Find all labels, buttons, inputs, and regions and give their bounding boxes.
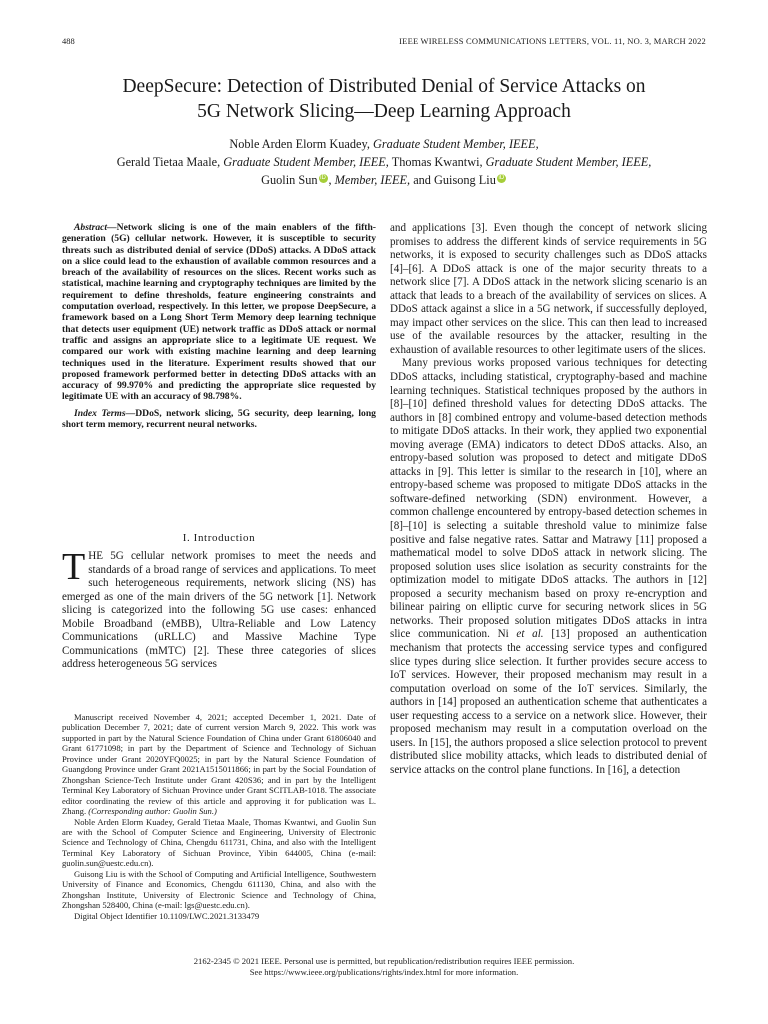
orcid-icon[interactable]: iD [320, 174, 326, 181]
author-role: Graduate Student Member, IEEE, [223, 155, 389, 169]
title-line-1: DeepSecure: Detection of Distributed Denial of Service Attacks on [122, 76, 646, 97]
index-terms-label: Index Terms— [74, 407, 136, 419]
author-name: Guolin Sun [261, 173, 318, 187]
rights-link-line[interactable]: See https://www.ieee.org/publications/rights/index.html for more information. [249, 967, 519, 977]
right-column [390, 222, 707, 777]
title-line-2: 5G Network Slicing—Deep Learning Approach [197, 101, 571, 122]
doi: Digital Object Identifier 10.1109/LWC.2021.3133479 [74, 910, 260, 921]
author-line-2 [40, 153, 728, 171]
abstract-text: Network slicing is one of the main enablers of the fifth-generation (5G) cellular network. However, it is susceptible to security threats such as distributed denial of service (DDoS) attacks. A DDoS attack on a slice could lead to the exhaustion of available common resources and a breach of the availability of resources on the slices. Recent works such as statistical, machine learning and cryptography techniques are limited by the requirement to define thresholds, feature engineering constraints and computation overload, respectively. In this letter, we propose DeepSecure, a framework based on a Long Short Term Memory deep learning technique that detects user equipment (UE) network traffic as DDoS attack or normal traffic and assigns an appropriate slice to a legitimate UE request. We compared our work with existing machine learning and deep learning techniques used in the literature. Experiment results showed that our proposed framework performed better in detecting DDoS attacks with an accuracy of 99.970% and predicting the appropriate slice requested by legitimate UE with an accuracy of 98.798%. [62, 222, 376, 403]
abstract [62, 222, 376, 403]
right-paragraph-1: and applications [3]. Even though the concept of network slicing promises to address the different kinds of service requirements in 5G networks, it is exposed to security challenges such as DDoS attacks [4]–[6]. A DDoS attack is one of the major security threats to a network slice [7]. A DDoS attack in the network slicing scenario is an attack that leads to a breach of the availability of services on slices. A DDoS attack against a slice in a 5G network, if successfully deployed, may impact other services on the slice. This can then lead to increased use of the available resources by the attacker, resulting in the exhaustion of available resources to other legitimate users of the slices. [390, 222, 707, 356]
footnote-affiliation-1: Noble Arden Elorm Kuadey, Gerald Tietaa Maale, Thomas Kwantwi, and Guolin Sun are with the School of Computer Science and Engineering, University of Electronic Science and Technology of China, Chengdu 611731, China, and also with the Intelligent Terminal Key Laboratory of Sichuan Province, Yibin 644005, China (e-mail: guolin.sun@uestc.edu.cn). [62, 816, 376, 869]
page-number: 488 [62, 36, 75, 46]
author-role: Member, IEEE, [334, 173, 411, 187]
author-name: Gerald Tietaa Maale, [116, 155, 221, 169]
right-paragraph-2: Many previous works proposed various techniques for detecting DDoS attacks, including statistical, cryptography-based and machine learning techniques. Statistical techniques proposed by the authors in [8]–[10] defined threshold values for detecting DDoS attacks. The authors in [8] combined entropy and volume-based detection methods to mitigate DDoS attacks. In their work, they applied two exponential moving average (EMA) indicators to detect DDoS attacks. Also, an entropy-based solution was proposed to detect and mitigate DDoS attacks in [9]. This letter is similar to the research in [10], where an entropy-based scheme was proposed to mitigate DDoS attacks in the software-defined networking (SDN) environment. However, a common challenge encountered by entropy-based detection schemes in [8]–[10] is selecting a suitable threshold value to minimize false positive and false negative rates. Sattar and Matrawy [11] proposed a mathematical model to solve DDoS attack in network slicing. The proposed solution uses slice isolation as security constraints for the optimization model to mitigate DDoS attacks. The authors in [12] proposed a security mechanism based on proxy re-encryption and bilinear pairing on elliptic curve for securing network slices in 5G networks. Their proposed solution mitigates DDoS attacks in intra slice communication. Ni et al. [13] proposed an authentication mechanism that protects the accessing service types and configured slice types during slice selection. It further provides secure access to IoT services. However, their proposed mechanism may result in a computation overload on some of the IoT services. Similarly, the authors in [14] proposed an authentication scheme that authenticates a user requesting access to a service on a network slice. However, their proposed mechanism may result in a computation overload on the users. In [15], the authors proposed a slice selection protocol to prevent distributed slice mobility attacks, which leads to distributed denial of service attacks on the control plane functions. In [16], a detection [390, 357, 708, 776]
corresponding-author: (Corresponding author: Guolin Sun.) [88, 806, 217, 817]
intro-paragraph [62, 546, 376, 672]
abstract-block [62, 222, 376, 430]
author-name: Thomas Kwantwi, [391, 155, 483, 169]
intro-text: HE 5G cellular network promises to meet the needs and standards of a broad range of services and applications. To meet such heterogeneous requirements, network slicing (NS) has emerged as one of the main drivers of the 5G network [1]. Network slicing is categorized into the following 5G use cases: enhanced Mobile Broadband (eMBB), Ultra-Reliable and Low Latency Communications (uRLLC) and Massive Machine Type Communications (mMTC) [2]. These three categories of slices address heterogeneous 5G services [62, 550, 376, 671]
section-heading: I. Introduction [182, 532, 256, 544]
author-name: and Guisong Liu [413, 173, 496, 187]
author-name: Noble Arden Elorm Kuadey, [229, 137, 370, 151]
copyright-line: 2162-2345 © 2021 IEEE. Personal use is permitted, but republication/redistribution requires IEEE permission. [193, 956, 575, 966]
abstract-label: Abstract— [74, 222, 117, 233]
paper-title [40, 74, 728, 124]
author-role: Graduate Student Member, IEEE, [485, 155, 652, 169]
index-terms-text: DDoS, network slicing, 5G security, deep learning, long short term memory, recurrent neural networks. [62, 407, 376, 431]
author-line-3: Guolin Sun iD , Member, IEEE, and Guisong Liu iD [261, 173, 505, 187]
drop-cap: T [62, 546, 86, 588]
index-terms [62, 408, 376, 431]
footnote-affiliation-2: Guisong Liu is with the School of Computing and Artificial Intelligence, Southwestern University of Finance and Economics, Chengdu 611130, China, and also with the Zhongshan Institute, University of Electronic Science and Technology of China, Zhongshan 528400, China (e-mail: lgs@uestc.edu.cn). [62, 868, 376, 911]
author-role: Graduate Student Member, IEEE, [373, 137, 539, 151]
author-line-1 [40, 135, 728, 153]
orcid-icon[interactable]: iD [498, 174, 505, 181]
footnotes [62, 712, 376, 921]
journal-header: IEEE WIRELESS COMMUNICATIONS LETTERS, VOL. 11, NO. 3, MARCH 2022 [399, 36, 706, 46]
footnote-manuscript: Manuscript received November 4, 2021; accepted December 1, 2021. Date of publication December 7, 2021; date of current version March 9, 2022. This work was supported in part by the Natural Science Foundation of China under Grant 61806040 and Grant 61771098; in part by the Department of Science and Technology of Sichuan Province under Grant 2020YFQ0025; in part by the Natural Science Foundation of Guangdong Province under Grant 2021A1515011866; in part by the Social Foundation of Zhongshan Science-Tech Institute under Grant 420S36; and in part by the Intelligent Terminal Key Laboratory of Sichuan Province under Grant SCITLAB-1018. The associate editor coordinating the review of this article and approving it for publication was L. Zhang. (Corresponding author: Guolin Sun.) [62, 712, 376, 817]
